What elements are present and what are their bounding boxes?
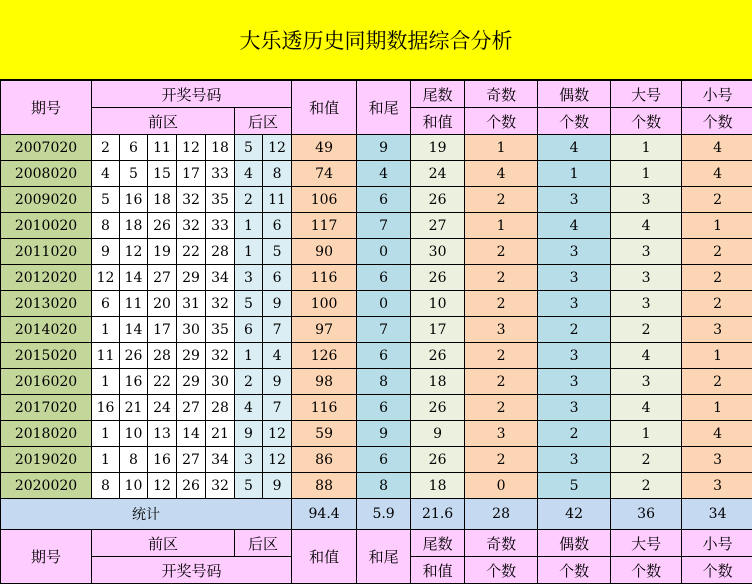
- sum-cell: 117: [292, 213, 357, 239]
- header-big-count: 个数: [611, 108, 682, 135]
- tail-sum-cell: 17: [411, 317, 465, 343]
- front-number-cell: 11: [92, 343, 120, 369]
- even-count-cell: 2: [538, 421, 611, 447]
- stats-big: 36: [611, 499, 682, 530]
- period-cell: 2007020: [1, 135, 92, 161]
- front-number-cell: 33: [206, 213, 235, 239]
- even-count-cell: 3: [538, 395, 611, 421]
- front-number-cell: 22: [177, 239, 206, 265]
- front-number-cell: 11: [120, 291, 148, 317]
- front-number-cell: 1: [92, 369, 120, 395]
- sum-tail-cell: 9: [357, 135, 411, 161]
- header-even-top: 偶数: [538, 81, 611, 108]
- back-number-cell: 2: [235, 369, 263, 395]
- tail-sum-cell: 26: [411, 265, 465, 291]
- tail-sum-cell: 10: [411, 291, 465, 317]
- period-cell: 2010020: [1, 213, 92, 239]
- sum-cell: 74: [292, 161, 357, 187]
- front-number-cell: 32: [177, 213, 206, 239]
- big-count-cell: 2: [611, 473, 682, 499]
- small-count-cell: 4: [682, 161, 752, 187]
- table-row: [1, 421, 752, 447]
- period-cell: 2008020: [1, 161, 92, 187]
- header-sum-tail: 和尾: [357, 81, 411, 135]
- front-number-cell: 27: [177, 447, 206, 473]
- odd-count-cell: 2: [465, 187, 538, 213]
- period-cell: 2019020: [1, 447, 92, 473]
- back-number-cell: 9: [263, 369, 292, 395]
- sum-cell: 88: [292, 473, 357, 499]
- header-odd-count: 个数: [465, 108, 538, 135]
- front-number-cell: 29: [177, 265, 206, 291]
- big-count-cell: 4: [611, 213, 682, 239]
- front-number-cell: 12: [148, 473, 177, 499]
- big-count-cell: 1: [611, 161, 682, 187]
- even-count-cell: 3: [538, 187, 611, 213]
- small-count-cell: 2: [682, 187, 752, 213]
- front-number-cell: 35: [206, 317, 235, 343]
- footer-small-top: 小号: [682, 530, 752, 557]
- stats-sum-tail: 5.9: [357, 499, 411, 530]
- small-count-cell: 4: [682, 421, 752, 447]
- front-number-cell: 15: [148, 161, 177, 187]
- period-cell: 2014020: [1, 317, 92, 343]
- even-count-cell: 4: [538, 135, 611, 161]
- history-table: [0, 80, 752, 584]
- stats-even: 42: [538, 499, 611, 530]
- big-count-cell: 3: [611, 265, 682, 291]
- odd-count-cell: 2: [465, 369, 538, 395]
- front-number-cell: 12: [92, 265, 120, 291]
- front-number-cell: 34: [206, 265, 235, 291]
- back-number-cell: 6: [235, 317, 263, 343]
- odd-count-cell: 2: [465, 291, 538, 317]
- front-number-cell: 17: [177, 161, 206, 187]
- header-even-count: 个数: [538, 108, 611, 135]
- sum-tail-cell: 6: [357, 187, 411, 213]
- back-number-cell: 9: [235, 421, 263, 447]
- header-big-top: 大号: [611, 81, 682, 108]
- back-number-cell: 4: [235, 161, 263, 187]
- front-number-cell: 29: [177, 369, 206, 395]
- front-number-cell: 16: [120, 369, 148, 395]
- front-number-cell: 24: [148, 395, 177, 421]
- sum-cell: 126: [292, 343, 357, 369]
- back-number-cell: 12: [263, 447, 292, 473]
- back-number-cell: 12: [263, 135, 292, 161]
- small-count-cell: 1: [682, 343, 752, 369]
- front-number-cell: 30: [206, 369, 235, 395]
- front-number-cell: 21: [206, 421, 235, 447]
- odd-count-cell: 2: [465, 265, 538, 291]
- front-number-cell: 16: [92, 395, 120, 421]
- table-row: [1, 161, 752, 187]
- back-number-cell: 3: [235, 447, 263, 473]
- even-count-cell: 3: [538, 265, 611, 291]
- small-count-cell: 2: [682, 369, 752, 395]
- sum-tail-cell: 7: [357, 317, 411, 343]
- footer-big-count: 个数: [611, 557, 682, 584]
- footer-period: 期号: [1, 530, 92, 584]
- front-number-cell: 8: [92, 213, 120, 239]
- table-row: [1, 135, 752, 161]
- odd-count-cell: 2: [465, 395, 538, 421]
- tail-sum-cell: 18: [411, 473, 465, 499]
- small-count-cell: 1: [682, 213, 752, 239]
- tail-sum-cell: 19: [411, 135, 465, 161]
- odd-count-cell: 4: [465, 161, 538, 187]
- front-number-cell: 5: [120, 161, 148, 187]
- period-cell: 2018020: [1, 421, 92, 447]
- stats-tail-sum: 21.6: [411, 499, 465, 530]
- front-number-cell: 6: [92, 291, 120, 317]
- table-row: [1, 239, 752, 265]
- front-number-cell: 21: [120, 395, 148, 421]
- back-number-cell: 2: [235, 187, 263, 213]
- front-number-cell: 5: [92, 187, 120, 213]
- sum-tail-cell: 6: [357, 447, 411, 473]
- header-small-top: 小号: [682, 81, 752, 108]
- front-number-cell: 28: [206, 239, 235, 265]
- even-count-cell: 3: [538, 239, 611, 265]
- small-count-cell: 2: [682, 291, 752, 317]
- front-number-cell: 22: [148, 369, 177, 395]
- odd-count-cell: 2: [465, 343, 538, 369]
- front-number-cell: 26: [148, 213, 177, 239]
- table-body: [1, 135, 752, 499]
- period-cell: 2009020: [1, 187, 92, 213]
- big-count-cell: 1: [611, 135, 682, 161]
- front-number-cell: 14: [120, 317, 148, 343]
- back-number-cell: 12: [263, 421, 292, 447]
- stats-row: [1, 499, 752, 530]
- header-small-count: 个数: [682, 108, 752, 135]
- big-count-cell: 3: [611, 369, 682, 395]
- big-count-cell: 2: [611, 447, 682, 473]
- sum-cell: 49: [292, 135, 357, 161]
- table-header-top: [1, 81, 752, 135]
- sum-cell: 86: [292, 447, 357, 473]
- front-number-cell: 11: [148, 135, 177, 161]
- footer-sum: 和值: [292, 530, 357, 584]
- back-number-cell: 5: [235, 135, 263, 161]
- footer-odd-count: 个数: [465, 557, 538, 584]
- front-number-cell: 16: [148, 447, 177, 473]
- stats-sum: 94.4: [292, 499, 357, 530]
- table-row: [1, 473, 752, 499]
- tail-sum-cell: 26: [411, 447, 465, 473]
- front-number-cell: 6: [120, 135, 148, 161]
- tail-sum-cell: 27: [411, 213, 465, 239]
- back-number-cell: 6: [263, 213, 292, 239]
- footer-tail-top: 尾数: [411, 530, 465, 557]
- stats-small: 34: [682, 499, 752, 530]
- tail-sum-cell: 26: [411, 187, 465, 213]
- sum-cell: 90: [292, 239, 357, 265]
- back-number-cell: 5: [235, 291, 263, 317]
- sum-cell: 98: [292, 369, 357, 395]
- header-tail-bottom: 和值: [411, 108, 465, 135]
- sum-tail-cell: 7: [357, 213, 411, 239]
- even-count-cell: 1: [538, 161, 611, 187]
- big-count-cell: 4: [611, 343, 682, 369]
- big-count-cell: 1: [611, 421, 682, 447]
- footer-back: 后区: [235, 530, 292, 557]
- even-count-cell: 3: [538, 369, 611, 395]
- front-number-cell: 18: [120, 213, 148, 239]
- front-number-cell: 1: [92, 317, 120, 343]
- sum-cell: 97: [292, 317, 357, 343]
- table-row: [1, 369, 752, 395]
- front-number-cell: 4: [92, 161, 120, 187]
- back-number-cell: 11: [263, 187, 292, 213]
- front-number-cell: 10: [120, 421, 148, 447]
- back-number-cell: 1: [235, 239, 263, 265]
- table-row: [1, 317, 752, 343]
- front-number-cell: 32: [206, 473, 235, 499]
- front-number-cell: 18: [148, 187, 177, 213]
- header-front: 前区: [92, 108, 235, 135]
- period-cell: 2020020: [1, 473, 92, 499]
- odd-count-cell: 0: [465, 473, 538, 499]
- front-number-cell: 33: [206, 161, 235, 187]
- footer-sum-tail: 和尾: [357, 530, 411, 584]
- front-number-cell: 26: [120, 343, 148, 369]
- back-number-cell: 1: [235, 213, 263, 239]
- front-number-cell: 16: [120, 187, 148, 213]
- period-cell: 2011020: [1, 239, 92, 265]
- small-count-cell: 3: [682, 447, 752, 473]
- footer-tail-bottom: 和值: [411, 557, 465, 584]
- even-count-cell: 3: [538, 291, 611, 317]
- table-row: [1, 395, 752, 421]
- small-count-cell: 4: [682, 135, 752, 161]
- sum-tail-cell: 8: [357, 369, 411, 395]
- small-count-cell: 2: [682, 265, 752, 291]
- page-title: 大乐透历史同期数据综合分析: [0, 0, 752, 80]
- tail-sum-cell: 30: [411, 239, 465, 265]
- front-number-cell: 19: [148, 239, 177, 265]
- sum-cell: 106: [292, 187, 357, 213]
- back-number-cell: 9: [263, 473, 292, 499]
- back-number-cell: 4: [263, 343, 292, 369]
- front-number-cell: 27: [148, 265, 177, 291]
- table-row: [1, 265, 752, 291]
- tail-sum-cell: 26: [411, 395, 465, 421]
- footer-front: 前区: [92, 530, 235, 557]
- front-number-cell: 13: [148, 421, 177, 447]
- header-back: 后区: [235, 108, 292, 135]
- front-number-cell: 35: [206, 187, 235, 213]
- front-number-cell: 12: [177, 135, 206, 161]
- header-tail-top: 尾数: [411, 81, 465, 108]
- front-number-cell: 1: [92, 421, 120, 447]
- sum-cell: 59: [292, 421, 357, 447]
- front-number-cell: 28: [148, 343, 177, 369]
- even-count-cell: 3: [538, 343, 611, 369]
- front-number-cell: 8: [120, 447, 148, 473]
- even-count-cell: 4: [538, 213, 611, 239]
- sum-cell: 100: [292, 291, 357, 317]
- table-row: [1, 291, 752, 317]
- front-number-cell: 17: [148, 317, 177, 343]
- stats-odd: 28: [465, 499, 538, 530]
- big-count-cell: 3: [611, 239, 682, 265]
- table-row: [1, 213, 752, 239]
- stats-label: 统计: [1, 499, 292, 530]
- front-number-cell: 18: [206, 135, 235, 161]
- sum-tail-cell: 9: [357, 421, 411, 447]
- period-cell: 2012020: [1, 265, 92, 291]
- front-number-cell: 8: [92, 473, 120, 499]
- front-number-cell: 29: [177, 343, 206, 369]
- tail-sum-cell: 18: [411, 369, 465, 395]
- sum-tail-cell: 6: [357, 265, 411, 291]
- front-number-cell: 1: [92, 447, 120, 473]
- odd-count-cell: 3: [465, 317, 538, 343]
- front-number-cell: 26: [177, 473, 206, 499]
- front-number-cell: 10: [120, 473, 148, 499]
- odd-count-cell: 1: [465, 213, 538, 239]
- odd-count-cell: 2: [465, 239, 538, 265]
- table-row: [1, 447, 752, 473]
- big-count-cell: 4: [611, 395, 682, 421]
- even-count-cell: 2: [538, 317, 611, 343]
- front-number-cell: 30: [177, 317, 206, 343]
- header-draw-numbers: 开奖号码: [92, 81, 292, 108]
- front-number-cell: 28: [206, 395, 235, 421]
- small-count-cell: 1: [682, 395, 752, 421]
- sum-cell: 116: [292, 395, 357, 421]
- front-number-cell: 20: [148, 291, 177, 317]
- sum-tail-cell: 8: [357, 473, 411, 499]
- front-number-cell: 32: [206, 291, 235, 317]
- footer-big-top: 大号: [611, 530, 682, 557]
- footer-small-count: 个数: [682, 557, 752, 584]
- back-number-cell: 1: [235, 343, 263, 369]
- sum-tail-cell: 0: [357, 291, 411, 317]
- front-number-cell: 2: [92, 135, 120, 161]
- sum-tail-cell: 6: [357, 395, 411, 421]
- period-cell: 2016020: [1, 369, 92, 395]
- back-number-cell: 7: [263, 395, 292, 421]
- table-row: [1, 187, 752, 213]
- even-count-cell: 5: [538, 473, 611, 499]
- period-cell: 2015020: [1, 343, 92, 369]
- back-number-cell: 5: [263, 239, 292, 265]
- front-number-cell: 31: [177, 291, 206, 317]
- footer-draw-numbers: 开奖号码: [92, 557, 292, 584]
- small-count-cell: 3: [682, 473, 752, 499]
- back-number-cell: 5: [235, 473, 263, 499]
- even-count-cell: 3: [538, 447, 611, 473]
- table-row: [1, 343, 752, 369]
- front-number-cell: 14: [177, 421, 206, 447]
- period-cell: 2013020: [1, 291, 92, 317]
- footer-even-count: 个数: [538, 557, 611, 584]
- sum-tail-cell: 4: [357, 161, 411, 187]
- odd-count-cell: 3: [465, 421, 538, 447]
- header-period: 期号: [1, 81, 92, 135]
- tail-sum-cell: 26: [411, 343, 465, 369]
- big-count-cell: 2: [611, 317, 682, 343]
- back-number-cell: 3: [235, 265, 263, 291]
- odd-count-cell: 1: [465, 135, 538, 161]
- header-odd-top: 奇数: [465, 81, 538, 108]
- back-number-cell: 9: [263, 291, 292, 317]
- footer-even-top: 偶数: [538, 530, 611, 557]
- front-number-cell: 9: [92, 239, 120, 265]
- front-number-cell: 12: [120, 239, 148, 265]
- small-count-cell: 2: [682, 239, 752, 265]
- front-number-cell: 27: [177, 395, 206, 421]
- front-number-cell: 14: [120, 265, 148, 291]
- back-number-cell: 8: [263, 161, 292, 187]
- tail-sum-cell: 9: [411, 421, 465, 447]
- footer-odd-top: 奇数: [465, 530, 538, 557]
- big-count-cell: 3: [611, 187, 682, 213]
- big-count-cell: 3: [611, 291, 682, 317]
- front-number-cell: 32: [206, 343, 235, 369]
- header-sum: 和值: [292, 81, 357, 135]
- back-number-cell: 6: [263, 265, 292, 291]
- small-count-cell: 3: [682, 317, 752, 343]
- back-number-cell: 7: [263, 317, 292, 343]
- period-cell: 2017020: [1, 395, 92, 421]
- back-number-cell: 4: [235, 395, 263, 421]
- tail-sum-cell: 24: [411, 161, 465, 187]
- front-number-cell: 34: [206, 447, 235, 473]
- sum-cell: 116: [292, 265, 357, 291]
- sum-tail-cell: 0: [357, 239, 411, 265]
- front-number-cell: 32: [177, 187, 206, 213]
- sum-tail-cell: 6: [357, 343, 411, 369]
- odd-count-cell: 2: [465, 447, 538, 473]
